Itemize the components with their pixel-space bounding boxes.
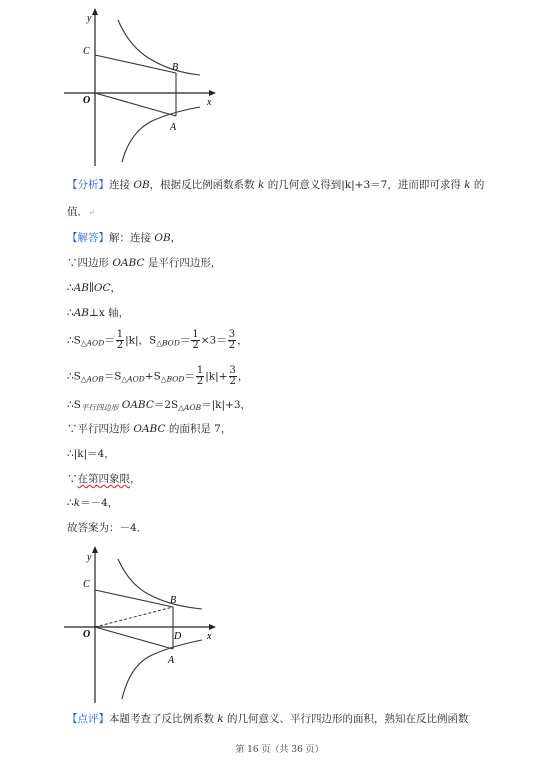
fraction-numerator: 1	[116, 329, 124, 340]
solution-text: ∵四边形	[67, 257, 113, 269]
point-a-label: A	[168, 655, 175, 666]
fraction	[229, 366, 237, 387]
solution-line-1	[67, 256, 221, 270]
fraction-numerator: 3	[228, 329, 236, 340]
solution-text: ＝－4，	[80, 497, 119, 509]
solution-text: 的面积是 7，	[165, 423, 232, 435]
point-b-label: B	[172, 62, 179, 73]
analysis-text: 连接	[109, 179, 134, 191]
point-c-label: C	[83, 46, 90, 57]
analysis-text: ，根据反比例函数系数	[149, 179, 259, 191]
solution-line-2	[67, 281, 121, 295]
x-axis-label: x	[207, 97, 212, 108]
analysis-line-1	[67, 178, 484, 192]
y-axis-label: y	[87, 552, 92, 563]
solution-line-9	[67, 472, 141, 486]
figure-2-svg	[60, 541, 230, 706]
solution-text: ∴S	[67, 334, 81, 347]
fraction-denominator: 2	[116, 340, 124, 351]
solution-text: ∴S	[67, 399, 81, 411]
solution-line-8	[67, 447, 115, 461]
analysis-var: k	[464, 179, 471, 191]
solution-text: ＝	[179, 334, 191, 347]
solution-var: OABC	[112, 257, 145, 269]
x-axis-label: x	[207, 631, 212, 642]
point-c-label: C	[83, 579, 90, 590]
solution-text: ，	[170, 232, 182, 244]
solution-line-5	[67, 366, 248, 387]
wavy-underlined-text: 在第四象限	[77, 473, 130, 485]
solution-text: ＝|k|+3，	[201, 399, 252, 411]
fraction	[191, 330, 199, 351]
fraction	[116, 330, 124, 351]
solution-text: |k|+	[205, 370, 228, 383]
solution-text: 故答案为：－4．	[67, 522, 148, 534]
solution-subscript: △AOD	[80, 338, 105, 348]
solution-subscript: △BOD	[156, 338, 180, 348]
solution-subscript: 平行四边形	[80, 403, 119, 412]
point-b-label: B	[170, 595, 177, 606]
solution-text: ＝	[184, 370, 195, 383]
solution-subscript: △AOD	[121, 374, 145, 384]
solution-text: ×3＝	[200, 334, 227, 347]
solution-text: ，	[110, 282, 122, 294]
paragraph-mark: ↵	[88, 208, 95, 217]
solution-text: ∴	[67, 282, 74, 294]
analysis-text: 值．	[67, 206, 88, 218]
solution-subscript: △BOD	[160, 374, 185, 384]
point-d-label: D	[174, 631, 182, 642]
solution-text: ＝2S	[153, 399, 179, 411]
figure-1	[60, 4, 230, 170]
solution-text: ∥	[89, 282, 94, 294]
solution-text: ＝	[104, 334, 115, 347]
analysis-var: k	[258, 179, 265, 191]
solution-text: 解：连接	[109, 232, 155, 244]
solution-line-3	[67, 306, 129, 320]
fraction-numerator: 1	[192, 329, 199, 340]
solution-line-7	[67, 422, 231, 436]
solution-text: ，	[237, 370, 249, 383]
solution-text: ∴	[67, 497, 74, 509]
solution-line-10	[67, 496, 118, 510]
origin-label: O	[83, 629, 91, 640]
solution-tag: 【解答】	[67, 232, 109, 244]
fraction-denominator: 2	[228, 340, 236, 351]
fraction-denominator: 2	[196, 376, 204, 387]
fraction-denominator: 2	[192, 340, 199, 351]
figure-2	[60, 541, 230, 706]
fraction	[196, 366, 204, 387]
solution-text: ∵平行四边形	[67, 423, 134, 435]
solution-text: ∴|k|＝4，	[67, 448, 115, 460]
analysis-line-2	[67, 205, 95, 220]
solution-var: AB	[73, 282, 89, 294]
solution-text: ∵	[67, 473, 78, 485]
solution-text: ，	[237, 334, 248, 347]
solution-text: |k|，S	[125, 334, 157, 347]
point-a-label: A	[170, 122, 177, 133]
comment-var: k	[217, 713, 224, 725]
analysis-text: 的几何意义得到|k|+3＝7，进而即可求得	[264, 179, 465, 191]
solution-text: ∴S	[67, 370, 81, 383]
comment-tag: 【点评】	[67, 713, 109, 725]
figure-1-svg	[60, 4, 230, 170]
y-axis-label: y	[87, 13, 92, 24]
solution-intro	[67, 231, 181, 245]
solution-var: OB	[154, 232, 171, 244]
solution-var: OC	[93, 282, 111, 294]
solution-text: ，	[130, 473, 141, 485]
solution-var: OABC	[118, 399, 154, 411]
solution-subscript: △AOB	[80, 374, 104, 384]
solution-line-6	[67, 398, 251, 415]
page-footer: 第 16 页（共 36 页）	[235, 745, 324, 755]
solution-subscript: △AOB	[178, 403, 202, 412]
solution-text: 是平行四边形，	[144, 257, 222, 269]
analysis-text: 的	[470, 179, 485, 191]
solution-text: +S	[144, 370, 161, 383]
fraction-numerator: 1	[196, 365, 204, 376]
fraction	[228, 330, 236, 351]
solution-text: ＝S	[103, 370, 122, 383]
comment-text: 的几何意义、平行四边形的面积，熟知在反比例函数	[223, 713, 469, 725]
solution-text: ∴	[67, 307, 74, 319]
solution-var: OABC	[133, 423, 166, 435]
solution-var: k	[73, 497, 81, 509]
solution-var: AB	[73, 307, 89, 319]
solution-answer	[67, 521, 147, 535]
fraction-numerator: 3	[229, 365, 236, 376]
solution-line-4	[67, 330, 248, 351]
origin-label: O	[83, 95, 91, 106]
fraction-denominator: 2	[229, 376, 236, 387]
comment-text: 本题考查了反比例系数	[109, 713, 218, 725]
comment-line	[67, 712, 469, 726]
solution-text: ⊥x 轴，	[89, 307, 130, 319]
analysis-var: OB	[133, 179, 150, 191]
analysis-tag: 【分析】	[67, 179, 109, 191]
